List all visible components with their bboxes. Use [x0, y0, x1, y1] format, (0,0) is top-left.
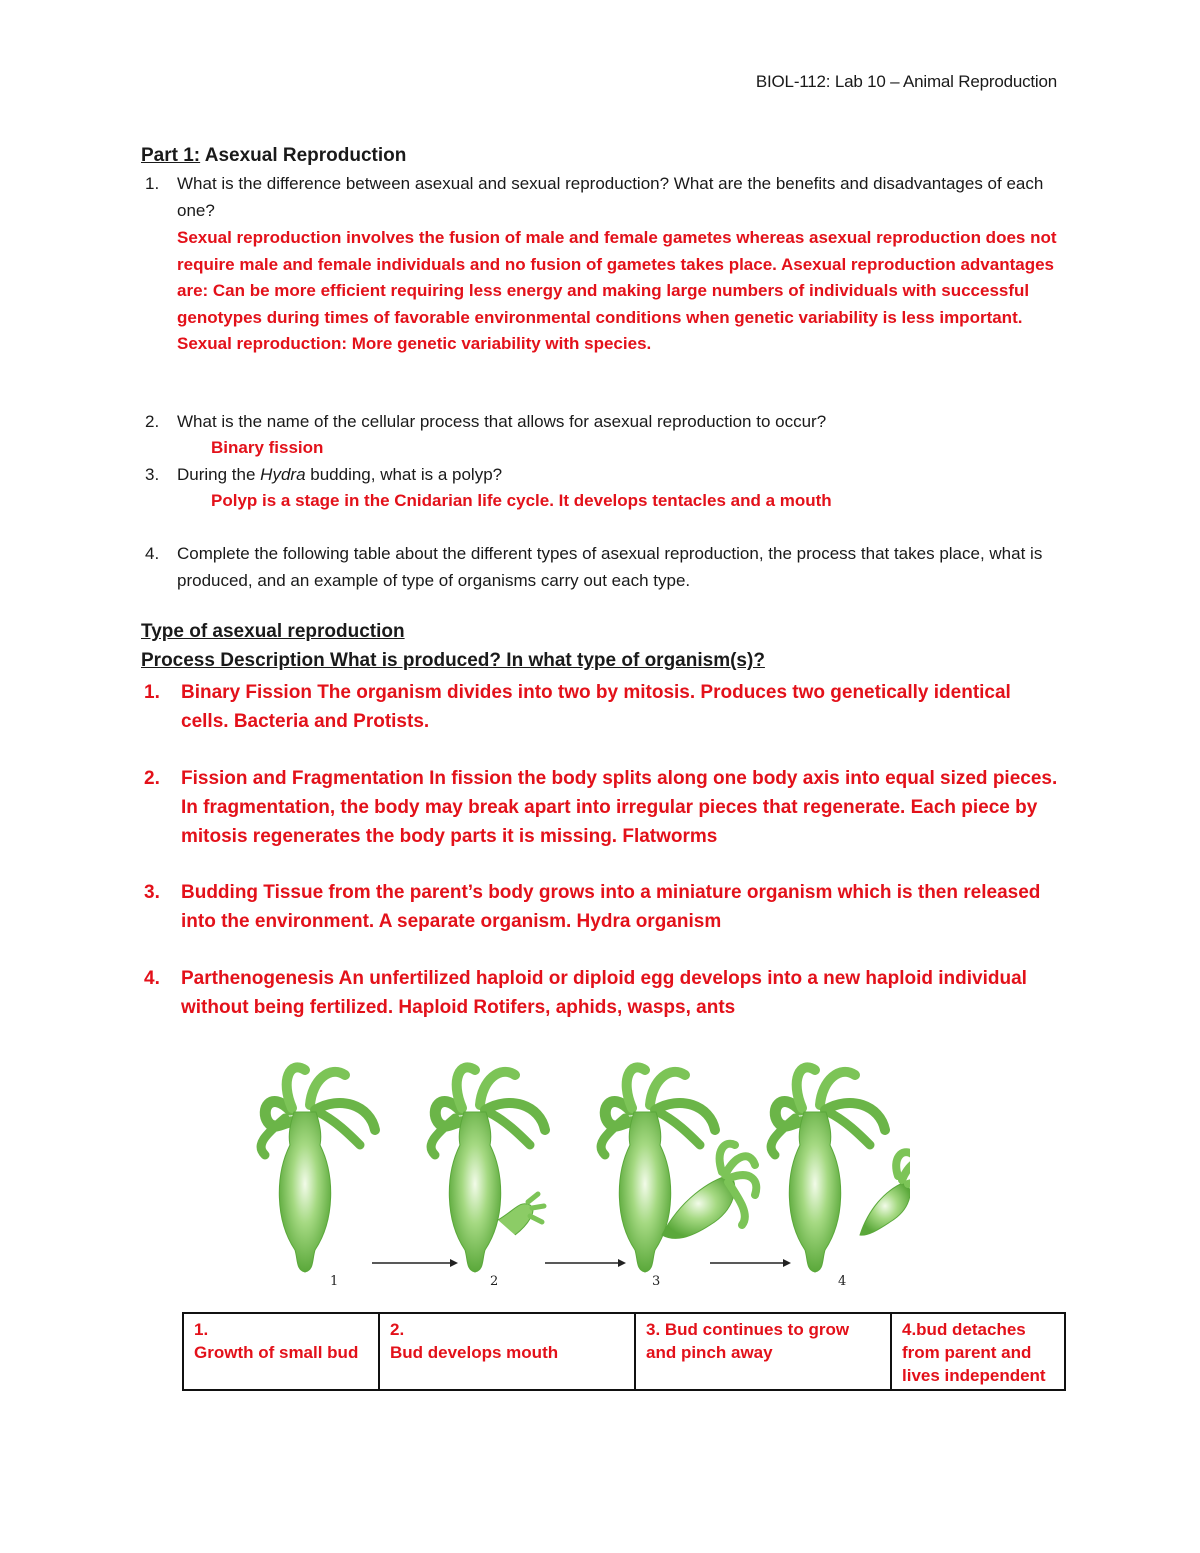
question-text-italic: Hydra: [260, 465, 306, 484]
type-number: 1.: [144, 682, 160, 703]
step-cell-1: [183, 1313, 379, 1390]
type-number: 4.: [144, 968, 160, 989]
part-title: [141, 145, 406, 167]
type-item-4: [144, 964, 1061, 1022]
question-text: What is the difference between asexual and sexual reproduction? What are the benefits and disadvantages of each one?: [177, 174, 1044, 220]
arrow-2-3: [545, 1259, 626, 1267]
hydra-stage-1: [261, 1067, 375, 1272]
hydra-stage-4: [771, 1067, 910, 1272]
answer-3: Polyp is a stage in the Cnidarian life cycle. It develops tentacles and a mouth: [211, 491, 832, 510]
question-text: Complete the following table about the different types of asexual reproduction, the process that takes place, what is produced, and an example of type of organisms carry out each type.: [177, 544, 1043, 590]
table-heading-columns: Process Description What is produced? In what type of organism(s)?: [141, 650, 765, 671]
question-1: [145, 171, 1057, 224]
table-row: [183, 1313, 1065, 1390]
type-number: 2.: [144, 768, 160, 789]
answer-2: Binary fission: [211, 438, 324, 457]
type-item-1: [144, 678, 1061, 736]
question-3: [145, 462, 1057, 489]
figure-label-3: 3: [652, 1274, 661, 1289]
step-text: Growth of small bud: [194, 1343, 359, 1362]
step-cell-3: [635, 1313, 891, 1390]
document-header: BIOL-112: Lab 10 – Animal Reproduction: [755, 72, 1057, 91]
hydra-stage-3: [601, 1067, 756, 1272]
type-text: Fission and Fragmentation In fission the body splits along one body axis into equal sized pieces. In fragmentation, the body may break apart into irregular pieces that regenerate. Each piece by mitosis regenerates the body parts it is missing. Flatworms: [181, 768, 1058, 847]
figure-label-1: 1: [330, 1274, 339, 1289]
question-text-after: budding, what is a polyp?: [305, 465, 503, 484]
step-number: 1.: [194, 1320, 209, 1339]
step-text: Bud develops mouth: [390, 1343, 559, 1362]
question-2: [145, 409, 1057, 436]
question-number: 4.: [145, 544, 160, 563]
type-item-3: [144, 878, 1061, 936]
hydra-stage-2: [431, 1067, 545, 1272]
arrow-1-2: [372, 1259, 458, 1267]
step-text: 3. Bud continues to grow and pinch away: [646, 1320, 850, 1362]
figure-label-2: 2: [490, 1274, 499, 1289]
arrow-3-4: [710, 1259, 791, 1267]
part-title-text: Asexual Reproduction: [204, 145, 407, 166]
type-number: 3.: [144, 882, 160, 903]
question-number: 2.: [145, 412, 160, 431]
step-cell-4: [891, 1313, 1065, 1390]
figure-label-4: 4: [838, 1274, 847, 1289]
hydra-budding-figure: [250, 1045, 910, 1295]
question-text: What is the name of the cellular process that allows for asexual reproduction to occur?: [177, 412, 827, 431]
type-text: Budding Tissue from the parent’s body grows into a miniature organism which is then released into the environment. A separate organism. Hydra organism: [181, 882, 1041, 932]
question-text-before: During the: [177, 465, 261, 484]
question-number: 3.: [145, 465, 160, 484]
step-cell-2: [379, 1313, 635, 1390]
budding-steps-table: [182, 1312, 1066, 1391]
answer-1: Sexual reproduction involves the fusion of male and female gametes whereas asexual reproduction does not require male and female individuals and no fusion of gametes takes place. Asexual reproduction advantages are: Can be more efficient requiring less energy and making large numbers of individuals with successful genotypes during times of favorable environmental conditions when genetic variability is less important. Sexual reproduction: More genetic variability with species.: [177, 228, 1057, 353]
type-text: Parthenogenesis An unfertilized haploid or diploid egg develops into a new haploid individual without being fertilized. Haploid Rotifers, aphids, wasps, ants: [181, 968, 1027, 1018]
question-number: 1.: [145, 174, 160, 193]
step-text: 4.bud detaches from parent and lives independent: [902, 1320, 1046, 1385]
question-4: [145, 541, 1057, 594]
part-label: Part 1:: [141, 145, 201, 166]
table-heading-type: Type of asexual reproduction: [141, 621, 405, 642]
type-text: Binary Fission The organism divides into two by mitosis. Produces two genetically identical cells. Bacteria and Protists.: [181, 682, 1011, 732]
type-item-2: [144, 764, 1061, 851]
step-number: 2.: [390, 1320, 405, 1339]
